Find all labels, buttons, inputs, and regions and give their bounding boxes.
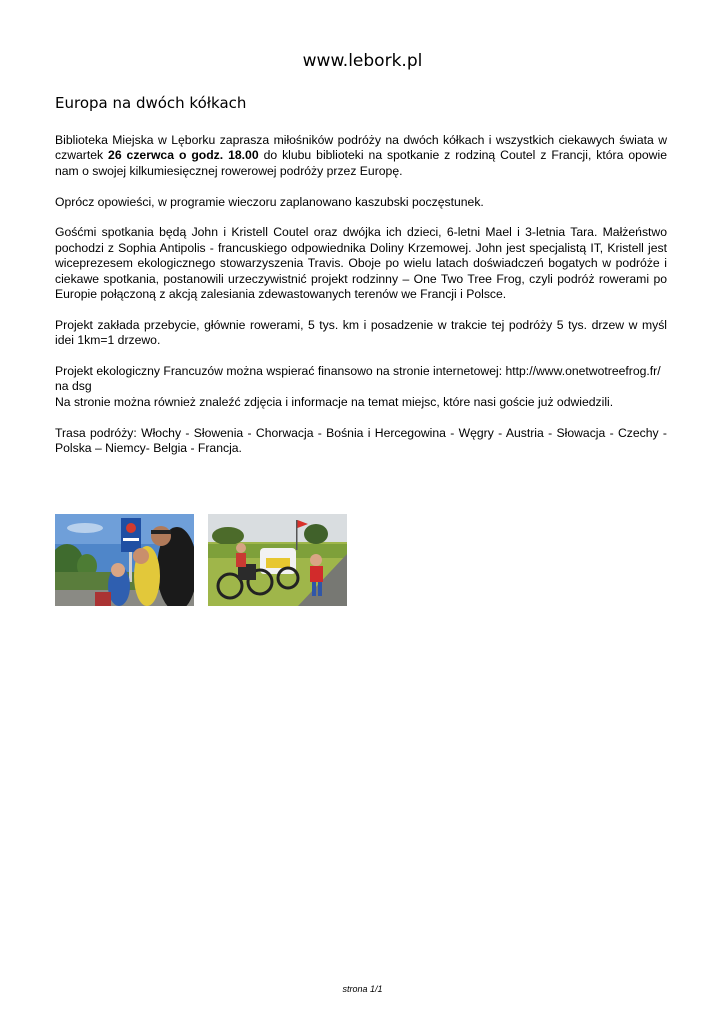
photo-bicycles-children: [208, 514, 347, 606]
article-body: [55, 133, 667, 456]
paragraph-support: [55, 364, 667, 410]
paragraph-refreshments: Oprócz opowieści, w programie wieczoru zaplanowano kaszubski poczęstunek.: [55, 194, 484, 209]
support-line-1: Projekt ekologiczny Francuzów można wspierać finansowo na stronie internetowej: http://www.onetwotreefrog.fr/: [55, 364, 661, 379]
page-number: strona 1/1: [342, 984, 383, 994]
site-header: www.lebork.pl: [302, 51, 423, 71]
support-line-2: na dsg: [55, 379, 92, 394]
support-line-3: Na stronie można również znaleźć zdjęcia i informacje na temat miejsc, które nasi goście już odwiedzili.: [55, 394, 614, 409]
event-date: 26 czerwca o godz. 18.00: [108, 148, 259, 163]
article-title: Europa na dwóch kółkach: [55, 94, 247, 112]
paragraph-project: Projekt zakłada przebycie, głównie rowerami, 5 tys. km i posadzenie w trakcie tej podróży 5 tys. drzew w myśl idei 1km=1 drzewo.: [55, 317, 667, 348]
paragraph-route: Trasa podróży: Włochy - Słowenia - Chorwacja - Bośnia i Hercegowina - Węgry - Austria - Słowacja - Czechy - Polska – Niemcy- Belgia - Francja.: [55, 425, 667, 456]
paragraph-invitation: [55, 133, 667, 179]
paragraph-guests: Gośćmi spotkania będą John i Kristell Coutel oraz dwójka ich dzieci, 6-letni Mael i 3-letnia Tara. Małżeństwo pochodzi z Sophia Antipolis - francuskiego odpowiednika Doliny Krzemowej. John jest specjalistą IT, Kristell jest wiceprezesem ekologicznego stowarzyszenia Travis. Oboje po wielu latach doświadczeń bogatych w podróże i ciekawe spotkania, postanowili urzeczywistnić projekt rodzinny – One Two Tree Frog, czyli podróż rowerami po Europie połączoną z akcją zalesiania zdewastowanych terenów we Francji i Polsce.: [55, 225, 667, 302]
invitation-text-1: Biblioteka Miejska w Lęborku zaprasza miłośników podróży na dwóch kółkach i wszystkich ciekawych świata w czwartek: [55, 133, 667, 163]
invitation-text-2: do klubu biblioteki na spotkanie z rodziną Coutel z Francji, która opowie nam o swojej kilkumiesięcznej rowerowej podróży przez Europę.: [55, 148, 667, 178]
photo-family-border-sign: [55, 514, 194, 606]
